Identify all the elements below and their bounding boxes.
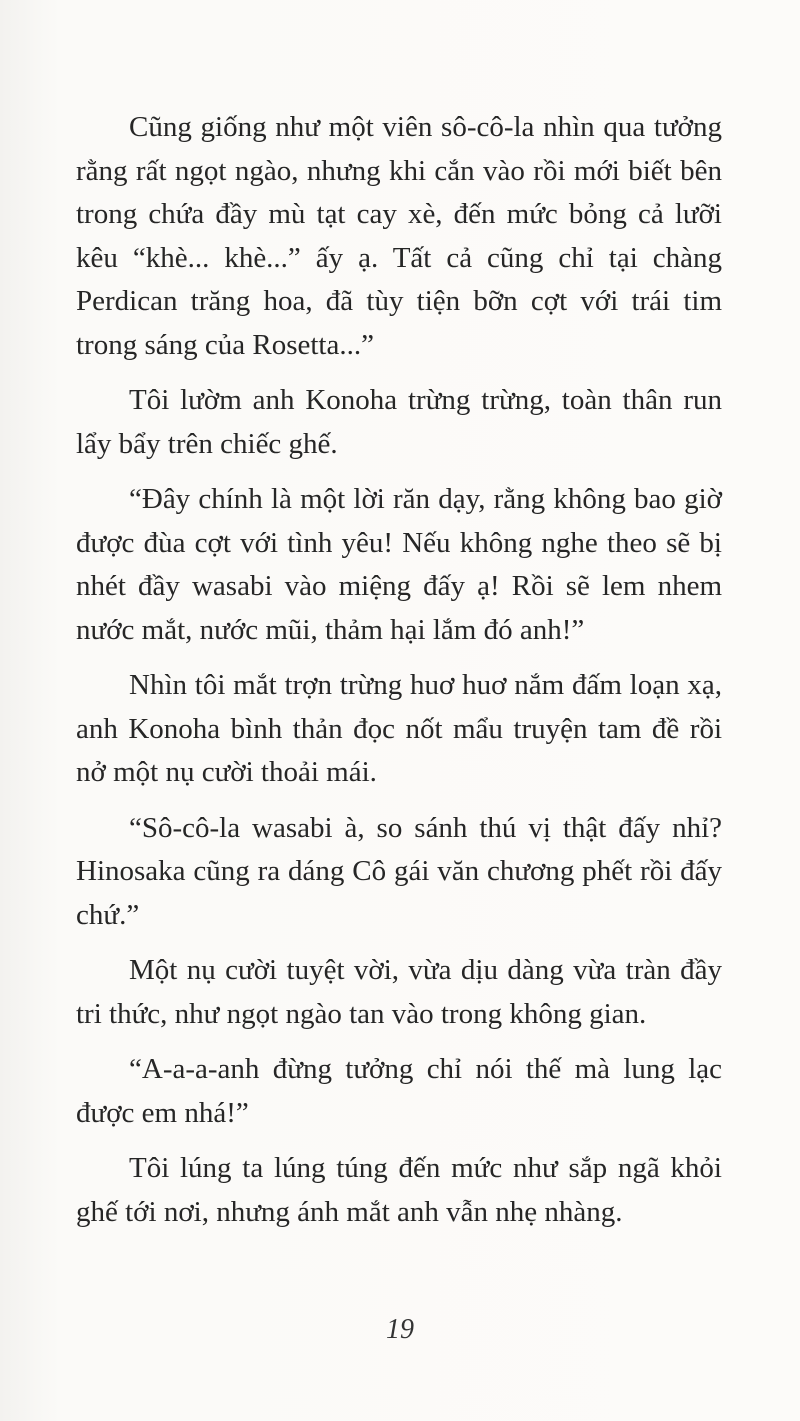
paragraph: Nhìn tôi mắt trợn trừng huơ huơ nắm đấm loạn xạ, anh Konoha bình thản đọc nốt mẩu truyện tam đề rồi nở một nụ cười thoải mái. bbox=[76, 669, 722, 788]
paragraph: “A-a-a-anh đừng tưởng chỉ nói thế mà lung lạc được em nhá!” bbox=[76, 1053, 722, 1129]
paragraph: Cũng giống như một viên sô-cô-la nhìn qua tưởng rằng rất ngọt ngào, nhưng khi cắn vào rồi mới biết bên trong chứa đầy mù tạt cay xè, đến mức bỏng cả lưỡi kêu “khè... khè...” ấy ạ. Tất cả cũng chỉ tại chàng Perdican trăng hoa, đã tùy tiện bỡn cợt với trái tim trong sáng của Rosetta...” bbox=[76, 111, 722, 361]
page-number: 19 bbox=[386, 1314, 414, 1345]
paragraph: Một nụ cười tuyệt vời, vừa dịu dàng vừa tràn đầy tri thức, như ngọt ngào tan vào trong không gian. bbox=[76, 954, 722, 1030]
paragraph: “Đây chính là một lời răn dạy, rằng không bao giờ được đùa cợt với tình yêu! Nếu không nghe theo sẽ bị nhét đầy wasabi vào miệng đấy ạ! Rồi sẽ lem nhem nước mắt, nước mũi, thảm hại lắm đó anh!” bbox=[76, 483, 722, 646]
paragraph: Tôi lúng ta lúng túng đến mức như sắp ngã khỏi ghế tới nơi, nhưng ánh mắt anh vẫn nhẹ nhàng. bbox=[76, 1152, 722, 1228]
paragraph: Tôi lườm anh Konoha trừng trừng, toàn thân run lẩy bẩy trên chiếc ghế. bbox=[76, 384, 722, 460]
paragraph: “Sô-cô-la wasabi à, so sánh thú vị thật đấy nhỉ? Hinosaka cũng ra dáng Cô gái văn chương phết rồi đấy chứ.” bbox=[76, 811, 722, 931]
page-body-text bbox=[76, 106, 722, 1246]
